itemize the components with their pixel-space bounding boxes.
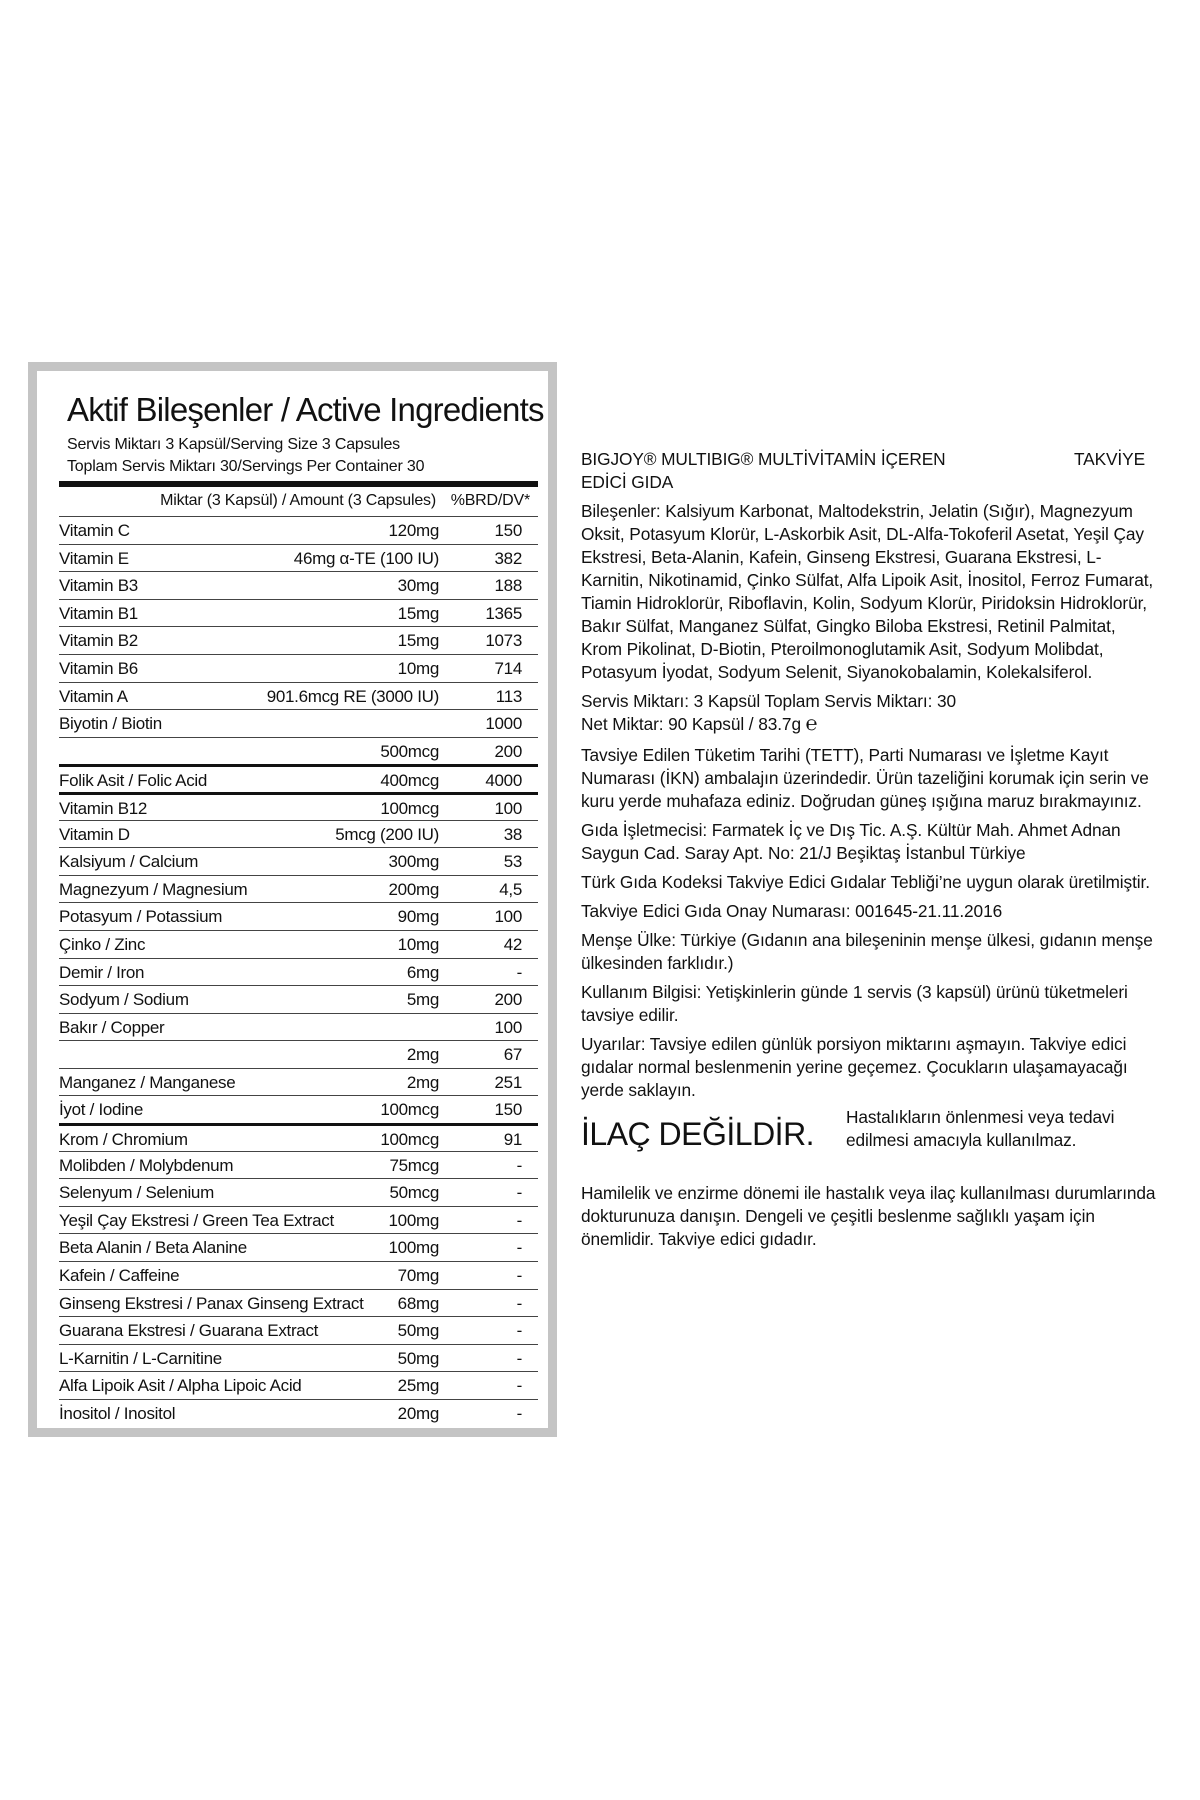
ingredient-amount: 200mg [388,879,439,899]
table-row [59,737,538,765]
ingredient-name: Vitamin B3 [59,576,138,596]
ingredient-amount: 5mg [406,990,439,1010]
ingredient-dv: 382 [494,548,522,568]
warnings-text: Uyarılar: Tavsiye edilen günlük porsiyon miktarını aşmayın. Takviye edici gıdalar normal beslenmenin yerine geçemez. Çocukların ulaşamayacağı yerde saklayın. [581,1034,1128,1100]
ingredient-dv: - [516,1183,522,1203]
not-medicine-heading: İLAÇ DEĞİLDİR. [581,1116,815,1152]
ingredient-name: İyot / Iodine [59,1100,143,1120]
ingredient-dv: - [516,1348,522,1368]
ingredient-name: Demir / Iron [59,962,145,982]
ingredient-dv: - [516,1404,522,1423]
table-row [59,599,538,627]
ingredient-name: Biyotin / Biotin [59,714,162,734]
ingredient-name: Sodyum / Sodium [59,990,189,1010]
table-row [59,1068,538,1096]
panel-title: Aktif Bileşenler / Active Ingredients [67,391,544,428]
ingredient-dv: 200 [494,990,522,1010]
ingredient-amount: 5mcg (200 IU) [335,824,439,844]
ingredient-amount: 901.6mcg RE (3000 IU) [266,686,439,706]
ingredient-name: Vitamin E [59,548,129,568]
tett-text: Tavsiye Edilen Tüketim Tarihi (TETT), Parti Numarası ve İşletme Kayıt Numarası (İKN) ambalajın üzerindedir. Ürün tazeliğini korumak için serin ve kuru yerde muhafaza ediniz. Doğrudan güneş ışığına maruz bırakmayınız. [581,745,1149,811]
ingredient-name: Molibden / Molybdenum [59,1155,234,1175]
ingredient-name: Bakır / Copper [59,1017,165,1037]
serving-size: Servis Miktarı 3 Kapsül/Serving Size 3 Capsules [67,436,400,453]
table-row [59,902,538,930]
ingredient-name: İnositol / Inositol [59,1404,176,1423]
table-row [59,1399,538,1427]
table-row [59,516,538,544]
ingredient-dv: 100 [494,907,522,927]
ingredient-dv: 150 [494,521,522,540]
ingredient-name: Magnezyum / Magnesium [59,879,248,899]
ingredient-dv: 42 [503,934,522,954]
ingredient-dv: 1073 [485,631,522,651]
ingredient-amount: 6mg [406,962,439,982]
ingredient-dv: 251 [494,1072,522,1092]
ingredient-name: Folik Asit / Folic Acid [59,771,208,791]
ingredient-amount: 15mg [397,603,439,623]
table-row [59,764,538,792]
column-header [59,487,538,515]
servings-text [581,690,1161,736]
ingredient-dv: 53 [503,852,522,872]
origin-text: Menşe Ülke: Türkiye (Gıdanın ana bileşeninin menşe ülkesi, gıdanın menşe ülkesinden farklıdır.) [581,930,1153,973]
ingredient-amount: 50mg [397,1321,439,1341]
ingredient-amount: 100mcg [380,798,439,818]
ingredient-name: Vitamin B12 [59,798,148,818]
ingredient-amount: 500mcg [380,741,439,761]
ingredient-amount: 46mg α-TE (100 IU) [293,548,439,568]
ingredient-name: Vitamin B2 [59,631,138,651]
codex-text: Türk Gıda Kodeksi Takviye Edici Gıdalar Tebliği’ne uygun olarak üretilmiştir. [581,872,1150,892]
table-row [59,1123,538,1151]
table-row [59,1371,538,1399]
ingredient-amount: 100mcg [380,1130,439,1150]
ingredient-dv: - [516,962,522,982]
ingredient-name: Alfa Lipoik Asit / Alpha Lipoic Acid [59,1376,302,1396]
ingredient-amount: 15mg [397,631,439,651]
ingredient-dv: 200 [494,741,522,761]
ingredient-name: Guarana Ekstresi / Guarana Extract [59,1321,319,1341]
table-row [59,544,538,572]
table-row [59,1178,538,1206]
estimated-sign-icon: ℮ [805,713,818,735]
ingredient-name: Vitamin B6 [59,658,138,678]
ingredient-amount: 50mcg [389,1183,439,1203]
ingredient-dv: - [516,1210,522,1230]
ingredient-amount: 2mg [406,1045,439,1065]
ingredient-name: Kalsiyum / Calcium [59,852,199,872]
table-row [59,626,538,654]
ingredient-dv: 4,5 [499,879,522,899]
table-row [59,682,538,710]
column-header-dv: %BRD/DV* [450,492,530,509]
ingredient-name: Yeşil Çay Ekstresi / Green Tea Extract [59,1210,334,1230]
table-row [59,654,538,682]
ingredient-amount: 100mcg [380,1100,439,1120]
table-row [59,792,538,820]
pregnancy-text: Hamilelik ve enzirme dönemi ile hastalık veya ilaç kullanılması durumlarında dokturunuza danışın. Dengeli ve çeşitli beslenme sağlıklı yaşam için önemlidir. Takviye edici gıdadır. [581,1183,1156,1249]
ingredient-dv: - [516,1155,522,1175]
ingredient-dv: 91 [503,1130,522,1150]
table-row [59,709,538,737]
ingredient-amount: 50mg [397,1348,439,1368]
table-row [59,820,538,848]
ingredient-amount: 2mg [406,1072,439,1092]
ingredient-amount: 100mg [388,1238,439,1258]
not-medicine-note: Hastalıkların önlenmesi veya tedavi edilmesi amacıyla kullanılmaz. [846,1107,1115,1150]
product-title-right: TAKVİYE [1073,449,1145,469]
table-row [59,1095,538,1123]
ingredient-dv: 113 [495,686,522,706]
product-title-line2: EDİCİ GIDA [581,472,674,492]
ingredient-name: Vitamin B1 [59,603,138,623]
ingredient-amount: 10mg [397,658,439,678]
ingredient-name: Selenyum / Selenium [59,1183,214,1203]
ingredient-name: Vitamin D [59,824,130,844]
ingredient-amount: 100mg [388,1210,439,1230]
ingredient-amount: 75mcg [389,1155,439,1175]
net-weight: Net Miktar: 90 Kapsül / 83.7g [581,714,801,734]
ingredient-amount: 400mcg [380,771,439,791]
table-row [59,1013,538,1041]
ingredient-name: L-Karnitin / L-Carnitine [59,1348,222,1368]
ingredient-dv: 1000 [485,714,522,734]
supplement-facts-panel [28,362,557,1437]
table-row [59,958,538,986]
ingredient-name: Çinko / Zinc [59,934,146,954]
product-title-line1: BIGJOY® MULTIBIG® MULTİVİTAMİN İÇEREN [581,449,946,469]
table-row [59,1344,538,1372]
table-row [59,1233,538,1261]
ingredient-dv: - [516,1293,522,1313]
table-row [59,847,538,875]
ingredient-name: Ginseng Ekstresi / Panax Ginseng Extract [59,1293,364,1313]
table-row [59,1289,538,1317]
table-row [59,571,538,599]
ingredient-amount: 20mg [397,1404,439,1423]
ingredient-dv: 714 [494,658,522,678]
approval-text: Takviye Edici Gıda Onay Numarası: 001645-21.11.2016 [581,901,1003,921]
ingredient-dv: 67 [503,1045,522,1065]
ingredient-name: Beta Alanin / Beta Alanine [59,1238,247,1258]
ingredient-dv: 38 [503,824,522,844]
ingredient-name: Krom / Chromium [59,1130,188,1150]
servings-line: Servis Miktarı: 3 Kapsül Toplam Servis Miktarı: 30 [581,691,956,711]
product-title [581,448,1161,494]
ingredient-dv: - [516,1238,522,1258]
ingredient-name: Vitamin A [59,686,128,706]
ingredient-dv: - [516,1376,522,1396]
table-row [59,1151,538,1179]
ingredient-dv: - [516,1321,522,1341]
ingredient-dv: - [516,1266,522,1286]
ingredient-amount: 30mg [397,576,439,596]
table-row [59,875,538,903]
ingredient-dv: 100 [494,798,522,818]
ingredient-dv: 100 [494,1017,522,1037]
ingredient-amount: 10mg [397,934,439,954]
ingredient-dv: 4000 [485,771,522,791]
ingredient-amount: 300mg [388,852,439,872]
servings-per-container: Toplam Servis Miktarı 30/Servings Per Container 30 [67,458,425,475]
table-row [59,985,538,1013]
not-medicine-block [581,1108,1161,1174]
ingredient-amount: 68mg [397,1293,439,1313]
table-row [59,1316,538,1344]
ingredients-text: Bileşenler: Kalsiyum Karbonat, Maltodekstrin, Jelatin (Sığır), Magnezyum Oksit, Potasyum Klorür, L-Askorbik Asit, DL-Alfa-Tokoferil Asetat, Yeşil Çay Ekstresi, Beta-Alanin, Kafein, Ginseng Ekstresi, Guarana Ekstresi, L-Karnitin, Nikotinamid, Çinko Sülfat, Alfa Lipoik Asit, İnositol, Ferroz Fumarat, Tiamin Hidroklorür, Riboflavin, Kolin, Sodyum Klorür, Piridoksin Hidroklorür, Bakır Sülfat, Manganez Sülfat, Gingko Biloba Ekstresi, Retinil Palmitat, Krom Pikolinat, D-Biotin, Pteroilmonoglutamik Asit, Sodyum Molibdat, Potasyum İyodat, Sodyum Selenit, Siyanokobalamin, Kolekalsiferol. [581,501,1154,682]
product-info [581,448,1161,1257]
ingredient-name: Manganez / Manganese [59,1072,236,1092]
usage-text: Kullanım Bilgisi: Yetişkinlerin günde 1 servis (3 kapsül) ürünü tüketmeleri tavsiye edilir. [581,982,1128,1025]
column-header-amount: Miktar (3 Kapsül) / Amount (3 Capsules) [160,492,436,509]
ingredient-name: Potasyum / Potassium [59,907,223,927]
ingredient-name: Kafein / Caffeine [59,1266,180,1286]
ingredient-amount: 25mg [397,1376,439,1396]
ingredient-amount: 90mg [397,907,439,927]
ingredient-amount: 120mg [388,521,439,540]
table-row [59,1261,538,1289]
ingredient-amount: 70mg [397,1266,439,1286]
ingredient-name: Vitamin C [59,521,130,540]
ingredient-dv: 188 [494,576,522,596]
table-row [59,1206,538,1234]
table-row [59,1040,538,1068]
table-row [59,930,538,958]
ingredient-dv: 150 [494,1100,522,1120]
ingredient-dv: 1365 [485,603,522,623]
operator-text: Gıda İşletmecisi: Farmatek İç ve Dış Tic. A.Ş. Kültür Mah. Ahmet Adnan Saygun Cad. Saray Apt. No: 21/J Beşiktaş İstanbul Türkiye [581,820,1121,863]
ingredients-table [59,516,538,1427]
